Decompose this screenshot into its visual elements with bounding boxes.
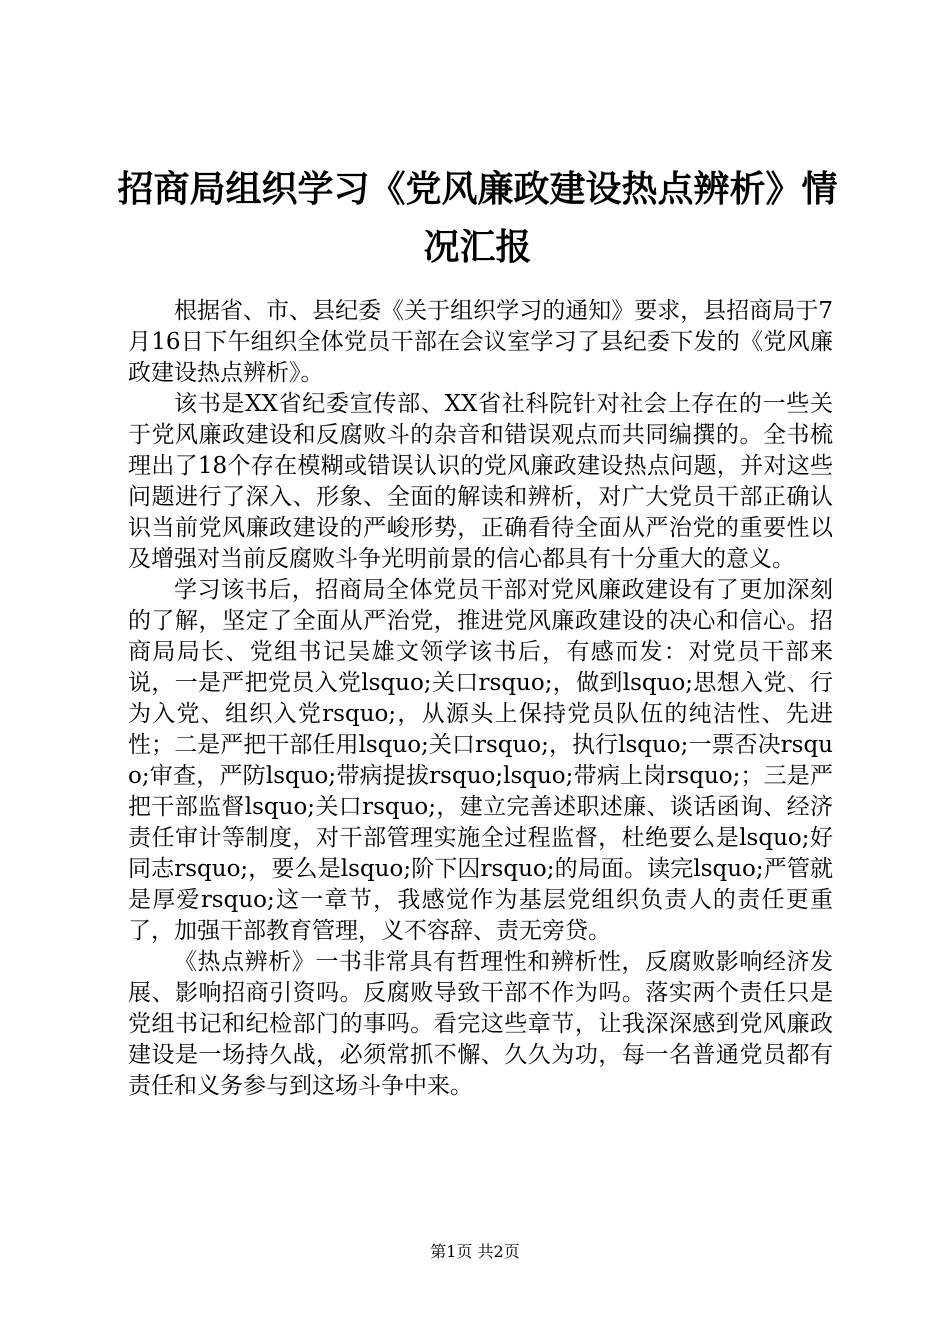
document-body: [128, 296, 833, 1102]
paragraph-2: 该书是XX省纪委宣传部、XX省社科院针对社会上存在的一些关于党风廉政建设和反腐败斗的杂音和错误观点而共同编撰的。全书梳理出了18个存在模糊或错误认识的党风廉政建设热点问题，并对这些问题进行了深入、形象、全面的解读和辨析，对广大党员干部正确认识当前党风廉政建设的严峻形势，正确看待全面从严治党的重要性以及增强对当前反腐败斗争光明前景的信心都具有十分重大的意义。: [128, 391, 833, 572]
document-title: 招商局组织学习《党风廉政建设热点辨析》情况汇报: [117, 168, 838, 268]
paragraph-1: 根据省、市、县纪委《关于组织学习的通知》要求，县招商局于7月16日下午组织全体党员干部在会议室学习了县纪委下发的《党风廉政建设热点辨析》。: [128, 298, 833, 386]
paragraph-3: 学习该书后，招商局全体党员干部对党风廉政建设有了更加深刻的了解，坚定了全面从严治党，推进党风廉政建设的决心和信心。招商局局长、党组书记吴雄文领学该书后，有感而发：对党员干部来说，一是严把党员入党lsquo;关口rsquo;，做到lsquo;思想入党、行为入党、组织入党rsquo;，从源头上保持党员队伍的纯洁性、先进性；二是严把干部任用lsquo;关口rsquo;，执行lsquo;一票否决rsquo;审查，严防lsquo;带病提拔rsquo;lsquo;带病上岗rsquo;；三是严把干部监督lsquo;关口rsquo;，建立完善述职述廉、谈话函询、经济责任审计等制度，对干部管理实施全过程监督，杜绝要么是lsquo;好同志rsquo;，要么是lsquo;阶下囚rsquo;的局面。读完lsquo;严管就是厚爱rsquo;这一章节，我感觉作为基层党组织负责人的责任更重了，加强干部教育管理，义不容辞、责无旁贷。: [128, 577, 833, 944]
page-number-footer: 第1页 共2页: [430, 1242, 520, 1261]
paragraph-4: 《热点辨析》一书非常具有哲理性和辨析性，反腐败影响经济发展、影响招商引资吗。反腐败导致干部不作为吗。落实两个责任只是党组书记和纪检部门的事吗。看完这些章节，让我深深感到党风廉政建设是一场持久战，必须常抓不懈、久久为功，每一名普通党员都有责任和义务参与到这场斗争中来。: [128, 949, 833, 1099]
